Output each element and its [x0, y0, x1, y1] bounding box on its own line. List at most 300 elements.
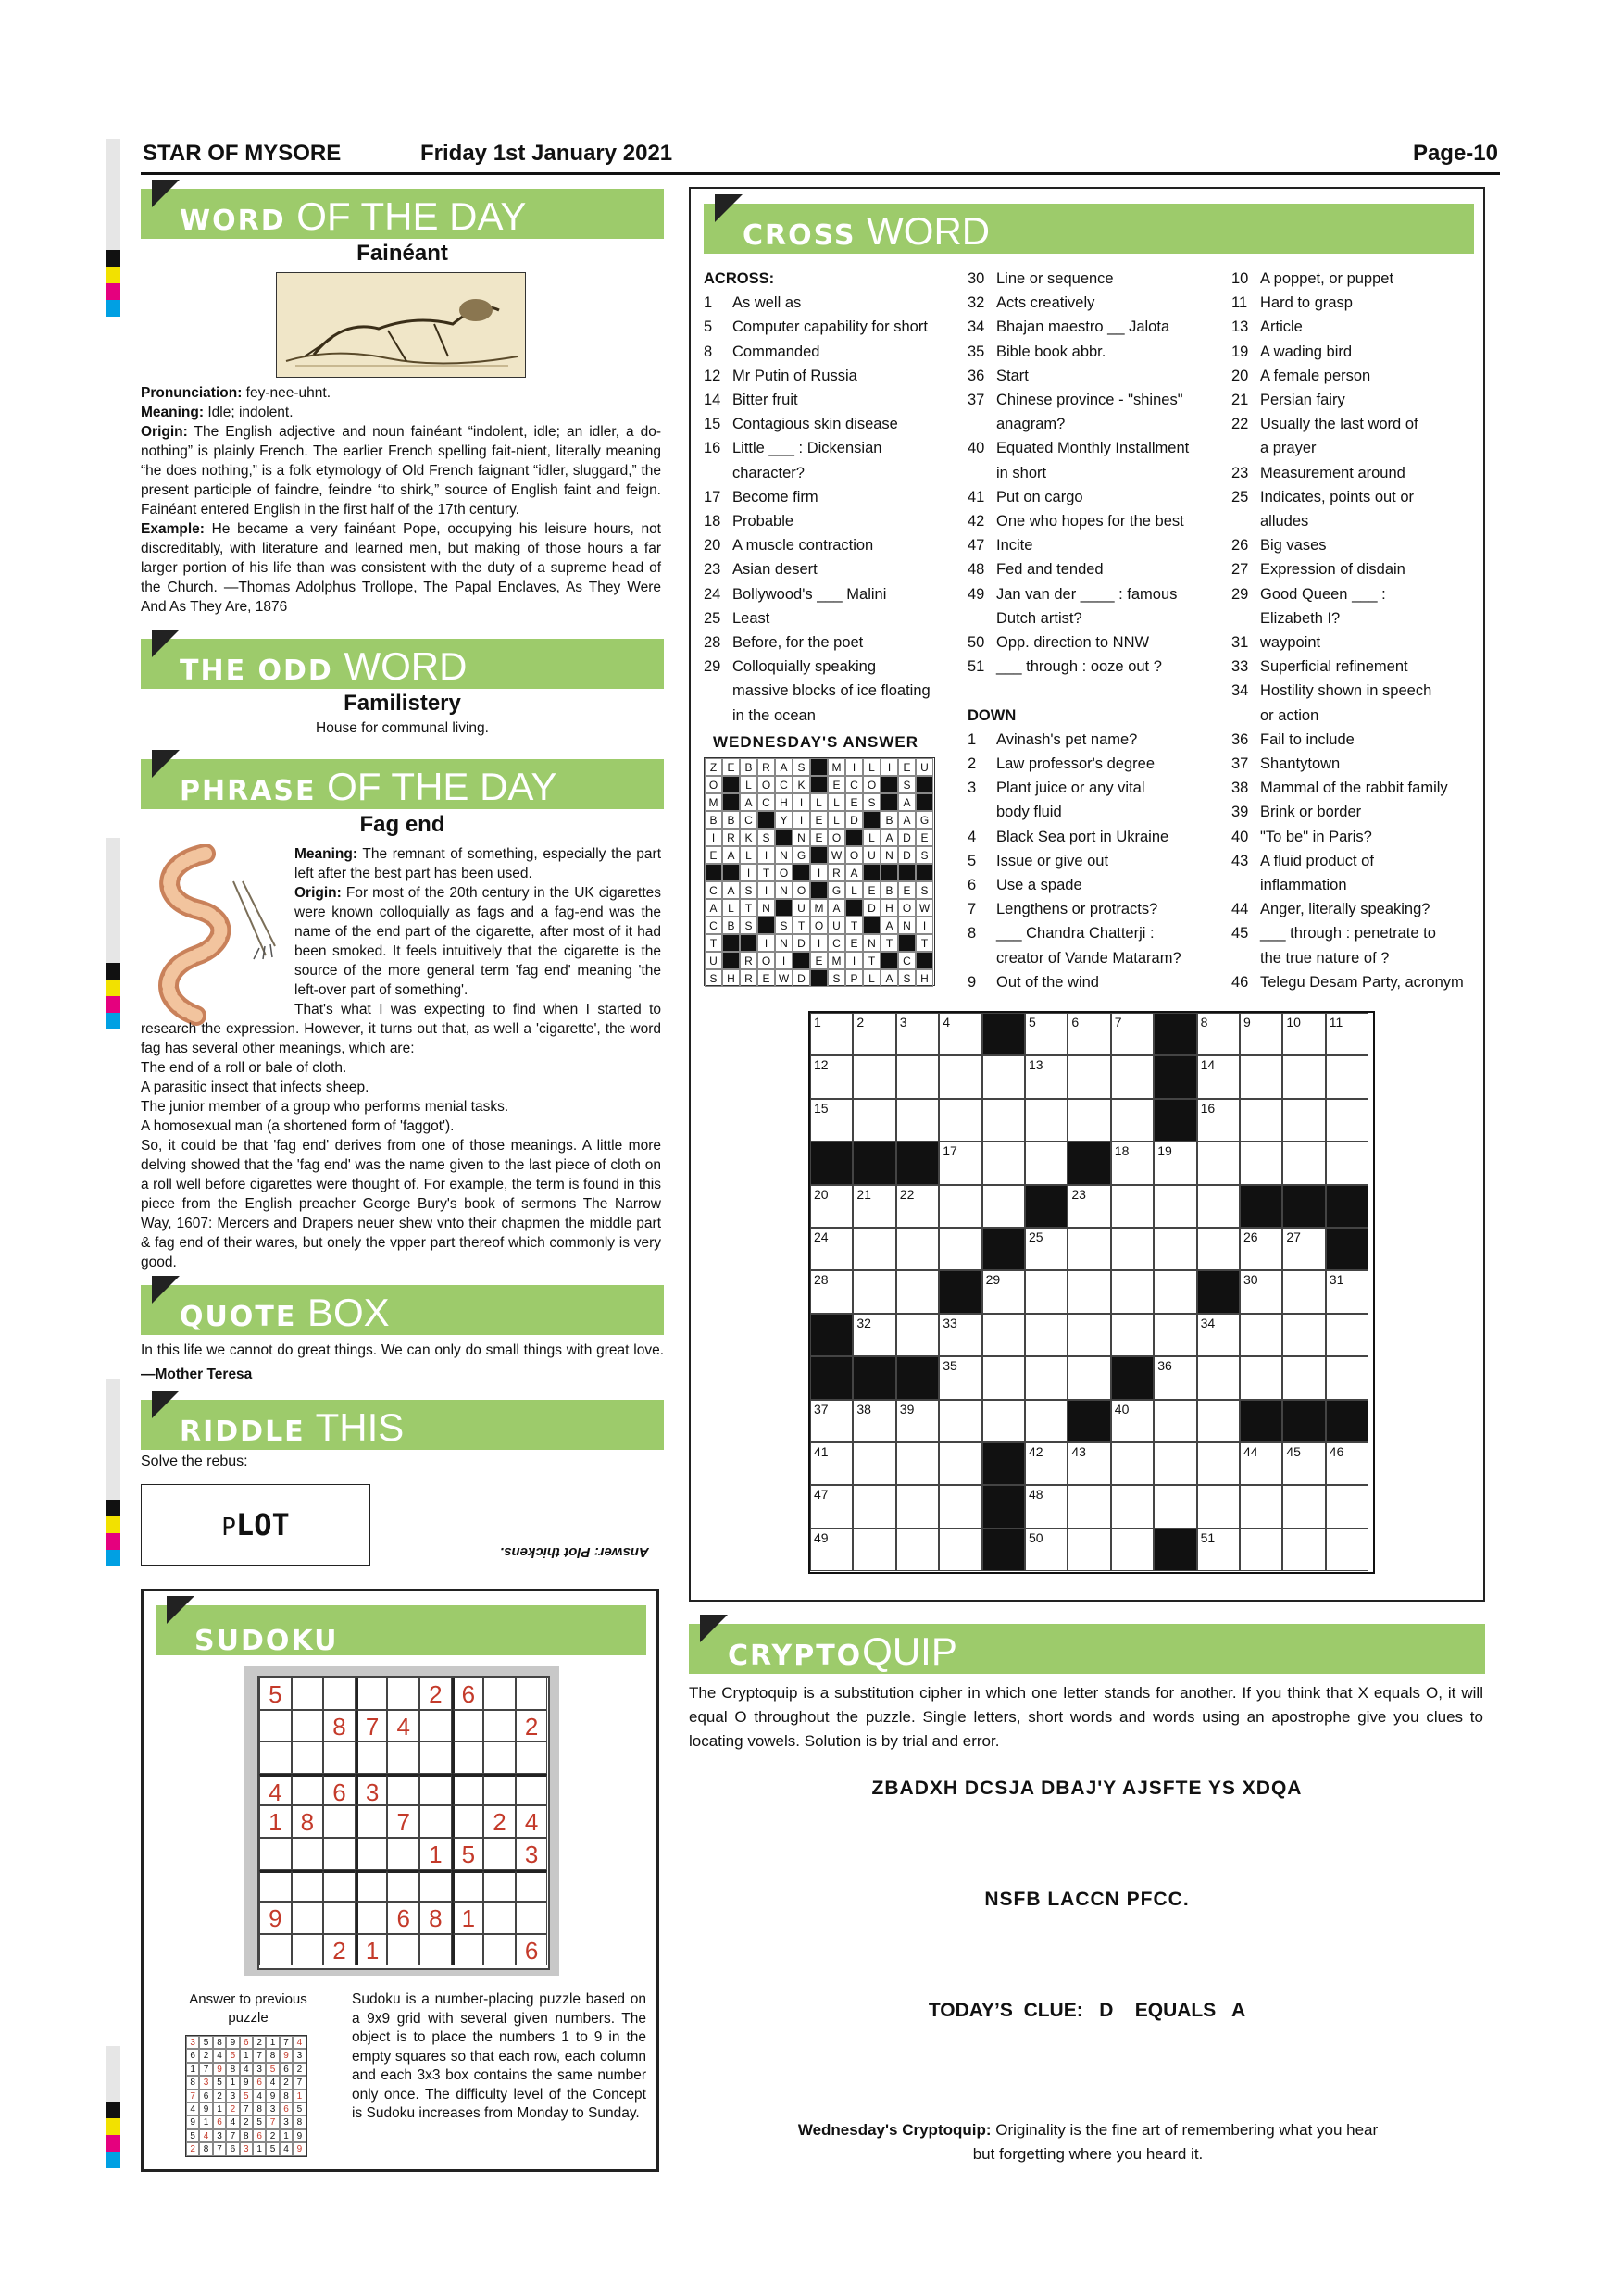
crossword-cell[interactable] — [1240, 1356, 1282, 1399]
crossword-cell[interactable] — [1282, 1314, 1325, 1356]
sudoku-cell[interactable] — [387, 1934, 419, 1966]
sudoku-cell[interactable] — [387, 1838, 419, 1870]
clue-number: 18 — [704, 513, 721, 530]
crossword-cell[interactable]: 22 — [896, 1185, 939, 1228]
crossword-cell[interactable] — [1282, 1142, 1325, 1184]
answer-cell: U — [793, 899, 810, 917]
registration-mark — [106, 996, 120, 1013]
clue — [1231, 776, 1464, 800]
crossword-cell[interactable] — [1240, 1314, 1282, 1356]
sudoku-cell[interactable] — [419, 1741, 452, 1774]
sudoku-cell[interactable] — [259, 1710, 292, 1742]
crossword-cell[interactable]: 13 — [1025, 1055, 1068, 1098]
crossword-cell[interactable]: 47 — [810, 1485, 853, 1528]
clue-text: Big vases — [1260, 537, 1327, 555]
crossword-cell[interactable] — [1282, 1529, 1325, 1571]
crossword-cell[interactable]: 34 — [1197, 1314, 1240, 1356]
crossword-cell[interactable] — [1154, 1314, 1196, 1356]
crossword-cell[interactable] — [982, 1055, 1025, 1098]
crossword-cell[interactable] — [1326, 1099, 1368, 1142]
sudoku-cell[interactable] — [483, 1710, 516, 1742]
sudoku-cell[interactable]: 9 — [259, 1902, 292, 1934]
sudoku-cell[interactable]: 1 — [356, 1934, 388, 1966]
sudoku-cell[interactable] — [259, 1870, 292, 1903]
sudoku-cell[interactable] — [452, 1934, 484, 1966]
crossword-cell[interactable]: 51 — [1197, 1529, 1240, 1571]
crossword-cell[interactable]: 9 — [1240, 1013, 1282, 1055]
crossword-cell[interactable] — [939, 1529, 981, 1571]
sudoku-cell[interactable] — [516, 1678, 548, 1710]
sudoku-cell[interactable]: 1 — [452, 1902, 484, 1934]
crossword-cell[interactable]: 50 — [1025, 1529, 1068, 1571]
crossword-cell[interactable]: 2 — [853, 1013, 895, 1055]
crossword-cell[interactable]: 16 — [1197, 1099, 1240, 1142]
answer-cell: 3 — [293, 2049, 306, 2062]
sudoku-cell[interactable]: 6 — [387, 1902, 419, 1934]
answer-cell: I — [757, 881, 775, 899]
sudoku-cell[interactable] — [323, 1741, 356, 1774]
crossword-cell[interactable] — [1197, 1442, 1240, 1485]
crossword-cell[interactable] — [1068, 1099, 1110, 1142]
registration-mark — [106, 1533, 120, 1550]
crossword-cell[interactable] — [1240, 1055, 1282, 1098]
sudoku-cell[interactable]: 2 — [516, 1710, 548, 1742]
crossword-cell[interactable] — [1326, 1356, 1368, 1399]
crossword-cell[interactable] — [896, 1055, 939, 1098]
crossword-cell[interactable]: 37 — [810, 1400, 853, 1442]
registration-bar — [106, 139, 120, 250]
crossword-cell[interactable] — [853, 1529, 895, 1571]
clue-number — [968, 679, 996, 703]
crossword-cell[interactable] — [1154, 1442, 1196, 1485]
clue-number: 37 — [968, 392, 985, 409]
crossword-cell[interactable] — [982, 1400, 1025, 1442]
crossword-cell[interactable] — [1111, 1442, 1154, 1485]
sudoku-cell[interactable] — [323, 1805, 356, 1838]
crossword-cell[interactable]: 38 — [853, 1400, 895, 1442]
crossword-cell[interactable] — [939, 1228, 981, 1270]
crossword-cell[interactable] — [1154, 1400, 1196, 1442]
crossword-cell[interactable] — [853, 1228, 895, 1270]
crossword-cell[interactable]: 21 — [853, 1185, 895, 1228]
crossword-cell[interactable]: 14 — [1197, 1055, 1240, 1098]
crossword-cell[interactable] — [853, 1442, 895, 1485]
crossword-cell[interactable]: 30 — [1240, 1270, 1282, 1313]
crossword-cell[interactable] — [1326, 1142, 1368, 1184]
crossword-cell[interactable] — [1197, 1228, 1240, 1270]
crossword-cell[interactable] — [896, 1314, 939, 1356]
crossword-cell[interactable]: 36 — [1154, 1356, 1196, 1399]
crossword-cell[interactable] — [1111, 1270, 1154, 1313]
sudoku-cell[interactable] — [356, 1870, 388, 1903]
crossword-cell[interactable] — [1154, 1228, 1196, 1270]
answer-cell: 3 — [280, 2115, 293, 2128]
sudoku-cell[interactable]: 8 — [323, 1710, 356, 1742]
crossword-cell[interactable]: 41 — [810, 1442, 853, 1485]
answer-cell: C — [845, 776, 863, 793]
sudoku-cell[interactable] — [259, 1838, 292, 1870]
sudoku-cell[interactable] — [452, 1870, 484, 1903]
crossword-cell[interactable] — [1154, 1485, 1196, 1528]
crossword-cell[interactable] — [939, 1400, 981, 1442]
sudoku-cell[interactable] — [483, 1678, 516, 1710]
crossword-cell[interactable] — [1197, 1185, 1240, 1228]
crossword-cell[interactable] — [1282, 1099, 1325, 1142]
black-square — [853, 1356, 895, 1399]
sudoku-cell[interactable] — [387, 1774, 419, 1806]
crossword-cell[interactable] — [853, 1099, 895, 1142]
sudoku-cell[interactable] — [516, 1870, 548, 1903]
sudoku-cell[interactable]: 6 — [452, 1678, 484, 1710]
crossword-cell[interactable] — [1111, 1228, 1154, 1270]
answer-cell: 3 — [186, 2036, 199, 2049]
sudoku-cell[interactable]: 4 — [259, 1774, 292, 1806]
sudoku-cell[interactable] — [483, 1774, 516, 1806]
sudoku-cell[interactable] — [292, 1774, 324, 1806]
answer-cell: A — [898, 793, 916, 811]
answer-cell: W — [828, 846, 845, 864]
crossword-cell[interactable]: 39 — [896, 1400, 939, 1442]
clue — [968, 606, 1189, 630]
crossword-cell[interactable] — [896, 1529, 939, 1571]
crossword-cell[interactable]: 23 — [1068, 1185, 1110, 1228]
answer-cell: L — [740, 776, 757, 793]
clue-text: anagram? — [996, 416, 1066, 433]
answer-cell: I — [916, 917, 933, 934]
crossword-cell[interactable] — [1025, 1400, 1068, 1442]
crossword-cell[interactable] — [853, 1485, 895, 1528]
black-square — [722, 776, 740, 793]
crossword-cell[interactable]: 8 — [1197, 1013, 1240, 1055]
crossword-cell[interactable]: 33 — [939, 1314, 981, 1356]
crossword-cell[interactable] — [1068, 1270, 1110, 1313]
crossword-cell[interactable]: 40 — [1111, 1400, 1154, 1442]
crossword-cell[interactable] — [1197, 1356, 1240, 1399]
crossword-cell[interactable] — [1282, 1485, 1325, 1528]
answer-cell: 9 — [226, 2036, 239, 2049]
crossword-cell[interactable] — [1111, 1099, 1154, 1142]
sudoku-cell[interactable] — [516, 1902, 548, 1934]
black-square — [863, 917, 881, 934]
sudoku-cell[interactable]: 5 — [452, 1838, 484, 1870]
sudoku-cell[interactable] — [292, 1902, 324, 1934]
crossword-cell[interactable]: 4 — [939, 1013, 981, 1055]
crossword-cell[interactable] — [1240, 1529, 1282, 1571]
crossword-cell[interactable]: 3 — [896, 1013, 939, 1055]
sudoku-cell[interactable] — [483, 1902, 516, 1934]
crossword-cell[interactable]: 49 — [810, 1529, 853, 1571]
crossword-cell[interactable]: 15 — [810, 1099, 853, 1142]
answer-cell: 8 — [186, 2076, 199, 2089]
black-square — [810, 846, 828, 864]
crossword-cell[interactable] — [939, 1442, 981, 1485]
answer-cell: 1 — [266, 2036, 279, 2049]
sudoku-cell[interactable] — [323, 1902, 356, 1934]
quote-banner — [141, 1285, 664, 1335]
crossword-cell[interactable] — [1068, 1356, 1110, 1399]
clue-number: 19 — [1231, 343, 1249, 360]
sudoku-cell[interactable] — [419, 1774, 452, 1806]
crossword-cell[interactable] — [896, 1442, 939, 1485]
sudoku-cell[interactable] — [419, 1934, 452, 1966]
sudoku-cell[interactable] — [356, 1838, 388, 1870]
sudoku-cell[interactable]: 5 — [259, 1678, 292, 1710]
sudoku-cell[interactable]: 8 — [292, 1805, 324, 1838]
crossword-cell[interactable] — [1197, 1485, 1240, 1528]
clue-number: 22 — [1231, 416, 1249, 433]
crossword-cell[interactable] — [1326, 1485, 1368, 1528]
crossword-cell[interactable] — [853, 1055, 895, 1098]
sudoku-cell[interactable]: 6 — [323, 1774, 356, 1806]
clue — [968, 412, 1189, 436]
clue — [1231, 606, 1464, 630]
crossword-cell[interactable] — [1111, 1529, 1154, 1571]
sudoku-cell[interactable]: 1 — [419, 1838, 452, 1870]
crossword-cell[interactable]: 11 — [1326, 1013, 1368, 1055]
crossword-cell[interactable]: 43 — [1068, 1442, 1110, 1485]
sudoku-cell[interactable]: 6 — [516, 1934, 548, 1966]
crossword-cell[interactable] — [1025, 1314, 1068, 1356]
crossword-cell[interactable] — [982, 1185, 1025, 1228]
sudoku-cell[interactable] — [452, 1774, 484, 1806]
crossword-cell[interactable] — [853, 1270, 895, 1313]
crossword-cell[interactable] — [1240, 1485, 1282, 1528]
crossword-cell[interactable]: 46 — [1326, 1442, 1368, 1485]
clue — [968, 340, 1189, 364]
answer-cell: A — [722, 881, 740, 899]
crossword-cell[interactable] — [939, 1055, 981, 1098]
sudoku-cell[interactable] — [483, 1741, 516, 1774]
crossword-cell[interactable] — [1111, 1314, 1154, 1356]
crossword-cell[interactable]: 10 — [1282, 1013, 1325, 1055]
black-square — [863, 864, 881, 881]
crossword-cell[interactable] — [982, 1314, 1025, 1356]
answer-cell: E — [810, 952, 828, 969]
clue-text: Equated Monthly Installment — [996, 440, 1190, 457]
crossword-cell[interactable] — [1025, 1270, 1068, 1313]
sudoku-cell[interactable]: 2 — [483, 1805, 516, 1838]
clue — [1231, 704, 1464, 728]
crossword-cell[interactable] — [939, 1185, 981, 1228]
crossword-cell[interactable] — [1154, 1185, 1196, 1228]
answer-cell: 6 — [253, 2129, 266, 2142]
clue-text: creator of Vande Mataram? — [996, 949, 1181, 967]
crossword-cell[interactable] — [1282, 1270, 1325, 1313]
crossword-cell[interactable]: 28 — [810, 1270, 853, 1313]
crossword-cell[interactable] — [1111, 1055, 1154, 1098]
clue-number — [968, 461, 996, 485]
crossword-cell[interactable] — [1068, 1485, 1110, 1528]
crossword-cell[interactable]: 12 — [810, 1055, 853, 1098]
crossword-cell[interactable] — [896, 1099, 939, 1142]
answer-cell: G — [916, 811, 933, 829]
answer-cell: C — [828, 934, 845, 952]
black-square — [1025, 1185, 1068, 1228]
crossword-cell[interactable]: 19 — [1154, 1142, 1196, 1184]
sudoku-cell[interactable] — [292, 1934, 324, 1966]
sudoku-cell[interactable] — [323, 1678, 356, 1710]
crossword-cell[interactable] — [1326, 1055, 1368, 1098]
sudoku-cell[interactable] — [419, 1710, 452, 1742]
cryptoquip-line-2: NSFB LACCN PFCC. — [984, 1889, 1190, 1910]
sudoku-cell[interactable]: 1 — [259, 1805, 292, 1838]
crossword-cell[interactable] — [1240, 1142, 1282, 1184]
sudoku-cell[interactable] — [292, 1741, 324, 1774]
crossword-cell[interactable] — [1197, 1142, 1240, 1184]
crossword-cell[interactable]: 32 — [853, 1314, 895, 1356]
crossword-cell[interactable]: 26 — [1240, 1228, 1282, 1270]
crossword-cell[interactable]: 29 — [982, 1270, 1025, 1313]
crossword-cell[interactable] — [939, 1485, 981, 1528]
clue-number: 1 — [968, 730, 977, 748]
crossword-cell[interactable] — [1197, 1400, 1240, 1442]
crossword-cell[interactable]: 1 — [810, 1013, 853, 1055]
answer-cell: 2 — [199, 2049, 212, 2062]
sudoku-cell[interactable] — [387, 1870, 419, 1903]
answer-cell: N — [775, 881, 793, 899]
sudoku-description: Sudoku is a number-placing puzzle based on a 9x9 grid with several given numbers. The object is to place the numbers 1 to 9 in the empty squares so that each row, each column and each 3x3 box contains the same number only once. The difficulty level of the Concept is Sudoku increases from Monday to Sunday. — [352, 1991, 646, 2121]
crossword-cell[interactable]: 48 — [1025, 1485, 1068, 1528]
black-square — [722, 793, 740, 811]
sudoku-cell[interactable] — [356, 1678, 388, 1710]
crossword-cell[interactable]: 44 — [1240, 1442, 1282, 1485]
crossword-cell[interactable]: 25 — [1025, 1228, 1068, 1270]
crossword-cell[interactable] — [1240, 1099, 1282, 1142]
sudoku-cell[interactable] — [323, 1870, 356, 1903]
crossword-cell[interactable]: 20 — [810, 1185, 853, 1228]
idler-illustration — [276, 272, 526, 378]
sudoku-cell[interactable] — [387, 1678, 419, 1710]
answer-cell: 5 — [213, 2076, 226, 2089]
clue-text: As well as — [732, 294, 802, 312]
black-square — [1326, 1400, 1368, 1442]
sudoku-cell[interactable]: 7 — [356, 1710, 388, 1742]
crossword-cell[interactable] — [1068, 1055, 1110, 1098]
answer-cell: 9 — [240, 2076, 253, 2089]
crossword-cell[interactable] — [896, 1270, 939, 1313]
crossword-cell[interactable]: 45 — [1282, 1442, 1325, 1485]
crossword-cell[interactable] — [982, 1099, 1025, 1142]
crossword-cell[interactable] — [982, 1142, 1025, 1184]
sudoku-cell[interactable]: 8 — [419, 1902, 452, 1934]
crossword-cell[interactable] — [1068, 1228, 1110, 1270]
crossword-grid — [808, 1011, 1375, 1574]
sudoku-cell[interactable] — [292, 1870, 324, 1903]
crossword-cell[interactable] — [1111, 1185, 1154, 1228]
clue-number: 29 — [1231, 585, 1249, 603]
answer-cell: M — [810, 899, 828, 917]
crossword-cell[interactable] — [1326, 1314, 1368, 1356]
sudoku-cell[interactable] — [292, 1838, 324, 1870]
sudoku-cell[interactable]: 4 — [516, 1805, 548, 1838]
sudoku-cell[interactable]: 7 — [387, 1805, 419, 1838]
crossword-cell[interactable] — [1068, 1314, 1110, 1356]
sudoku-cell[interactable] — [452, 1710, 484, 1742]
sudoku-cell[interactable]: 4 — [387, 1710, 419, 1742]
clue — [1231, 897, 1464, 921]
crossword-cell[interactable]: 42 — [1025, 1442, 1068, 1485]
sudoku-cell[interactable] — [483, 1934, 516, 1966]
sudoku-cell[interactable] — [419, 1805, 452, 1838]
crossword-cell[interactable]: 27 — [1282, 1228, 1325, 1270]
sudoku-cell[interactable] — [356, 1741, 388, 1774]
black-square — [1154, 1099, 1196, 1142]
crossword-cell[interactable] — [1326, 1529, 1368, 1571]
sudoku-cell[interactable] — [292, 1678, 324, 1710]
sudoku-cell[interactable] — [483, 1870, 516, 1903]
answer-cell: 4 — [240, 2063, 253, 2076]
sudoku-cell[interactable] — [419, 1870, 452, 1903]
crossword-cell[interactable] — [896, 1485, 939, 1528]
clue — [704, 388, 931, 412]
crossword-cell[interactable] — [1068, 1529, 1110, 1571]
answer-cell: U — [916, 758, 933, 776]
crossword-cell[interactable] — [1154, 1270, 1196, 1313]
clue — [704, 679, 931, 703]
black-square — [810, 969, 828, 987]
crossword-cell[interactable] — [1111, 1485, 1154, 1528]
crossword-cell[interactable]: 6 — [1068, 1013, 1110, 1055]
sudoku-cell[interactable]: 3 — [516, 1838, 548, 1870]
sudoku-cell[interactable] — [356, 1805, 388, 1838]
crossword-cell[interactable] — [939, 1099, 981, 1142]
crossword-cell[interactable]: 5 — [1025, 1013, 1068, 1055]
clue — [704, 412, 931, 436]
answer-cell: I — [845, 952, 863, 969]
clue-text: Least — [732, 609, 770, 627]
crossword-cell[interactable] — [1025, 1099, 1068, 1142]
crossword-cell[interactable]: 7 — [1111, 1013, 1154, 1055]
crossword-cell[interactable]: 35 — [939, 1356, 981, 1399]
sudoku-cell[interactable] — [452, 1805, 484, 1838]
crossword-cell[interactable] — [1282, 1055, 1325, 1098]
corner-mark — [152, 630, 180, 657]
answer-cell: S — [898, 776, 916, 793]
registration-mark — [106, 1013, 120, 1029]
sudoku-cell[interactable] — [259, 1741, 292, 1774]
sudoku-cell[interactable]: 2 — [419, 1678, 452, 1710]
sudoku-cell[interactable]: 2 — [323, 1934, 356, 1966]
sudoku-cell[interactable] — [356, 1902, 388, 1934]
sudoku-cell[interactable] — [387, 1741, 419, 1774]
clue-number: 5 — [704, 318, 713, 336]
crossword-cell[interactable] — [1025, 1356, 1068, 1399]
sudoku-cell[interactable] — [259, 1934, 292, 1966]
crossword-cell[interactable]: 24 — [810, 1228, 853, 1270]
sudoku-grid — [257, 1676, 550, 1970]
clue — [1231, 921, 1464, 945]
sudoku-cell[interactable] — [292, 1710, 324, 1742]
crossword-cell[interactable] — [896, 1228, 939, 1270]
clue — [704, 630, 931, 655]
clue-text: or action — [1260, 706, 1319, 724]
sudoku-cell[interactable] — [516, 1774, 548, 1806]
crossword-cell[interactable]: 17 — [939, 1142, 981, 1184]
sudoku-cell[interactable] — [323, 1838, 356, 1870]
sudoku-cell[interactable] — [452, 1741, 484, 1774]
crossword-cell[interactable] — [982, 1356, 1025, 1399]
sudoku-cell[interactable] — [516, 1741, 548, 1774]
black-square — [982, 1013, 1025, 1055]
sudoku-cell[interactable]: 3 — [356, 1774, 388, 1806]
crossword-cell[interactable]: 18 — [1111, 1142, 1154, 1184]
crossword-cell[interactable]: 31 — [1326, 1270, 1368, 1313]
crossword-cell[interactable] — [1282, 1356, 1325, 1399]
black-square — [1240, 1400, 1282, 1442]
prev-answer-label: Answer to previous puzzle — [189, 1991, 307, 2026]
crossword-cell[interactable] — [1025, 1142, 1068, 1184]
sudoku-cell[interactable] — [483, 1838, 516, 1870]
